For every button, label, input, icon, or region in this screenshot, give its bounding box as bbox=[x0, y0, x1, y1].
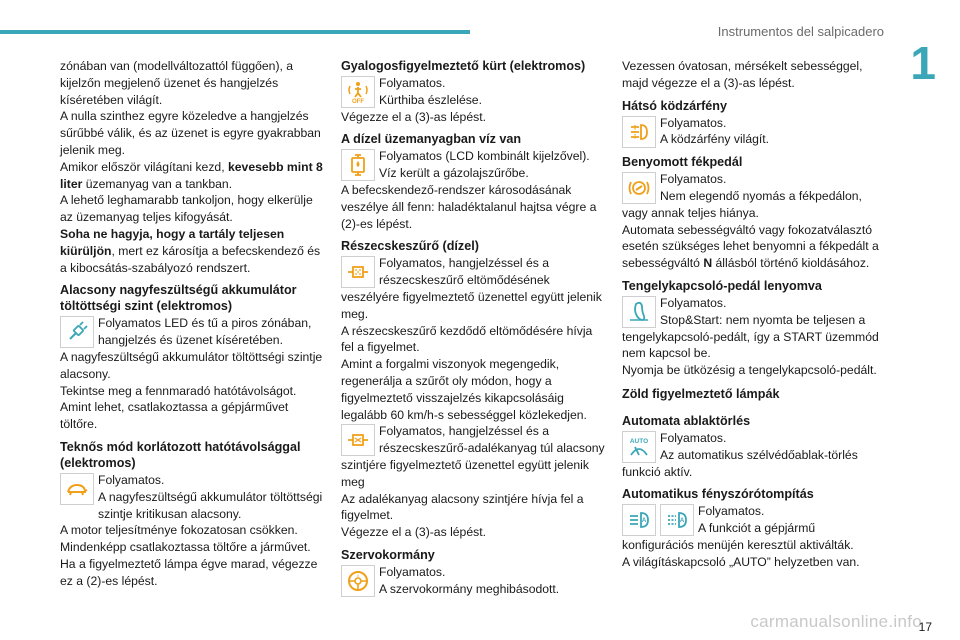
paragraph: A motor teljesítménye fokozatosan csökken. bbox=[60, 523, 298, 538]
paragraph: veszélyére figyelmeztető üzenettel együtt jelenik meg. bbox=[341, 289, 602, 321]
column-3 bbox=[622, 58, 884, 571]
indicator-row: Folyamatos, hangjelzéssel és a részecskeszűrő eltömődésének bbox=[341, 255, 605, 289]
paragraph: Vezessen óvatosan, mérsékelt sebességgel, majd végezze el a (3)-as lépést. bbox=[622, 59, 863, 90]
column-2 bbox=[341, 58, 605, 598]
auto-high-beam-dashed-icon bbox=[660, 504, 694, 536]
section-heading: Automata ablaktörlés bbox=[622, 413, 751, 428]
paragraph: Mindenképp csatlakoztassa töltőre a járművet. bbox=[60, 540, 311, 555]
auto-wiper-icon bbox=[622, 431, 656, 463]
particle-filter-icon bbox=[341, 256, 375, 288]
indicator-row: A A Folyamatos. A funkciót a gépjármű bbox=[622, 503, 884, 537]
paragraph: szintjére figyelmeztető üzenettel együtt jelenik meg bbox=[341, 457, 589, 489]
section-heading: Szervokormány bbox=[341, 547, 435, 562]
paragraph: tengelykapcsoló-pedált, így a START üzemmód nem kapcsol be. bbox=[622, 329, 879, 361]
svg-text:A: A bbox=[679, 518, 685, 525]
pedestrian-horn-off-icon bbox=[341, 76, 375, 108]
paragraph: konfigurációs menüjén keresztül aktiválták. bbox=[622, 537, 854, 552]
indicator-row: Folyamatos. Nem elegendő nyomás a fékpedálon, bbox=[622, 171, 884, 205]
section-heading: Részecskeszűrő (dízel) bbox=[341, 239, 479, 254]
paragraph: A befecskendező-rendszer károsodásának veszélye áll fenn: haladéktalanul hajtsa végre a (2)-es lépést. bbox=[341, 182, 597, 231]
water-in-diesel-icon bbox=[341, 149, 375, 181]
paragraph: Amint lehet, csatlakoztassa a gépjárművet töltőre. bbox=[60, 400, 289, 432]
paragraph: Nyomja be ütközésig a tengelykapcsoló-pedált. bbox=[622, 363, 877, 378]
paragraph: A lehető leghamarabb tankoljon, hogy elkerülje az üzemanyag teljes kifogyását. bbox=[60, 193, 313, 225]
section-heading: A dízel üzemanyagban víz van bbox=[341, 132, 522, 147]
indicator-row: Folyamatos. A ködzárfény világít. bbox=[622, 115, 884, 149]
paragraph: Soha ne hagyja, hogy a tartály teljesen kiürüljön, mert ez károsítja a befecskendező és a kibocsátás-szabályozó rendszert. bbox=[60, 226, 321, 275]
steering-wheel-warning-icon bbox=[341, 565, 375, 597]
section-heading: Tengelykapcsoló-pedál lenyomva bbox=[622, 278, 822, 293]
watermark: carmanualsonline.info bbox=[750, 612, 922, 631]
indicator-row: OFF Folyamatos. Kürthiba észlelése. bbox=[341, 75, 605, 109]
indicator-row: ! Folyamatos. A szervokormány meghibásodott. bbox=[341, 564, 605, 598]
paragraph: A részecskeszűrő kezdődő eltömődésére hívja fel a figyelmet. bbox=[341, 323, 593, 355]
paragraph: A nagyfeszültségű akkumulátor töltöttségi szintje alacsony. bbox=[60, 349, 323, 381]
paragraph: Végezze el a (3)-as lépést. bbox=[341, 525, 486, 540]
header-accent-bar bbox=[0, 30, 470, 34]
indicator-row: Folyamatos LED és tű a piros zónában, hangjelzés és üzenet kíséretében. bbox=[60, 315, 328, 349]
paragraph: Tekintse meg a fennmaradó hatótávolságot. bbox=[60, 383, 297, 398]
paragraph: Amikor először világítani kezd, kevesebb mint 8 liter üzemanyag van a tankban. bbox=[60, 159, 323, 191]
paragraph: Amint a forgalmi viszonyok megengedik, regenerálja a szűrőt oly módon, hogy a figyelmeztető visszajelzés kikapcsolásáig legalább 60 km/h-s sebességgel közlekedjen. bbox=[341, 357, 587, 422]
paragraph: Az adalékanyag alacsony szintjére hívja fel a figyelmet. bbox=[341, 491, 584, 523]
rear-fog-light-icon bbox=[622, 116, 656, 148]
paragraph: vagy annak teljes hiánya. bbox=[622, 205, 759, 220]
paragraph: Végezze el a (3)-as lépést. bbox=[341, 109, 486, 124]
section-heading: Teknős mód korlátozott hatótávolsággal (elektromos) bbox=[60, 439, 301, 470]
section-heading: Benyomott fékpedál bbox=[622, 155, 743, 170]
indicator-row: Folyamatos. Stop&Start: nem nyomta be teljesen a bbox=[622, 295, 884, 329]
chapter-number: 1 bbox=[910, 37, 936, 89]
svg-text:OFF: OFF bbox=[352, 99, 364, 104]
svg-text:A: A bbox=[641, 518, 647, 525]
section-heading: Automatikus fényszórótompítás bbox=[622, 487, 814, 502]
indicator-row: AUTO Folyamatos. Az automatikus szélvédőablak-törlés bbox=[622, 430, 884, 464]
paragraph: Ha a figyelmeztető lámpa égve marad, végezze ez a (2)-es lépést. bbox=[60, 556, 318, 588]
paragraph: zónában van (modellváltozattól függően), a kijelzőn megjelenő üzenet és hangjelzés kíséretében világít. bbox=[60, 59, 294, 107]
section-heading: Alacsony nagyfeszültségű akkumulátor töltöttségi szint (elektromos) bbox=[60, 283, 297, 314]
svg-text:AUTO: AUTO bbox=[629, 437, 649, 445]
indicator-row: Folyamatos. A nagyfeszültségű akkumulátor töltöttségi szintje kritikusan alacsony. bbox=[60, 472, 328, 522]
chapter-title: Instrumentos del salpicadero bbox=[717, 24, 884, 39]
particle-filter-additive-icon bbox=[341, 424, 375, 456]
auto-high-beam-icon bbox=[622, 504, 656, 536]
indicator-row: Folyamatos, hangjelzéssel és a részecskeszűrő-adalékanyag túl alacsony bbox=[341, 423, 605, 457]
battery-plug-icon bbox=[60, 316, 94, 348]
paragraph: Automata sebességváltó vagy fokozatválasztó esetén szükséges lehet benyomni a fékpedált a sebességváltó N állásból történő kioldásához. bbox=[622, 222, 879, 271]
paragraph: A világításkapcsoló „AUTO” helyzetben van. bbox=[622, 554, 860, 569]
section-heading: Gyalogosfigyelmeztető kürt (elektromos) bbox=[341, 59, 586, 73]
section-heading: Zöld figyelmeztető lámpák bbox=[622, 386, 780, 401]
paragraph: funkció aktív. bbox=[622, 464, 693, 479]
column-1 bbox=[60, 58, 328, 590]
turtle-icon bbox=[60, 473, 94, 505]
clutch-foot-icon bbox=[622, 296, 656, 328]
indicator-row: Folyamatos (LCD kombinált kijelzővel). Víz került a gázolajszűrőbe. bbox=[341, 148, 605, 182]
svg-text:!: ! bbox=[357, 574, 359, 581]
brake-pedal-icon bbox=[622, 172, 656, 204]
paragraph: A nulla szinthez egyre közeledve a hangjelzés sűrűbbé válik, és az üzenet is egyre gyakrabban jelenik meg. bbox=[60, 109, 321, 157]
section-heading: Hátsó ködzárfény bbox=[622, 98, 727, 113]
page-number: 17 bbox=[918, 620, 932, 634]
